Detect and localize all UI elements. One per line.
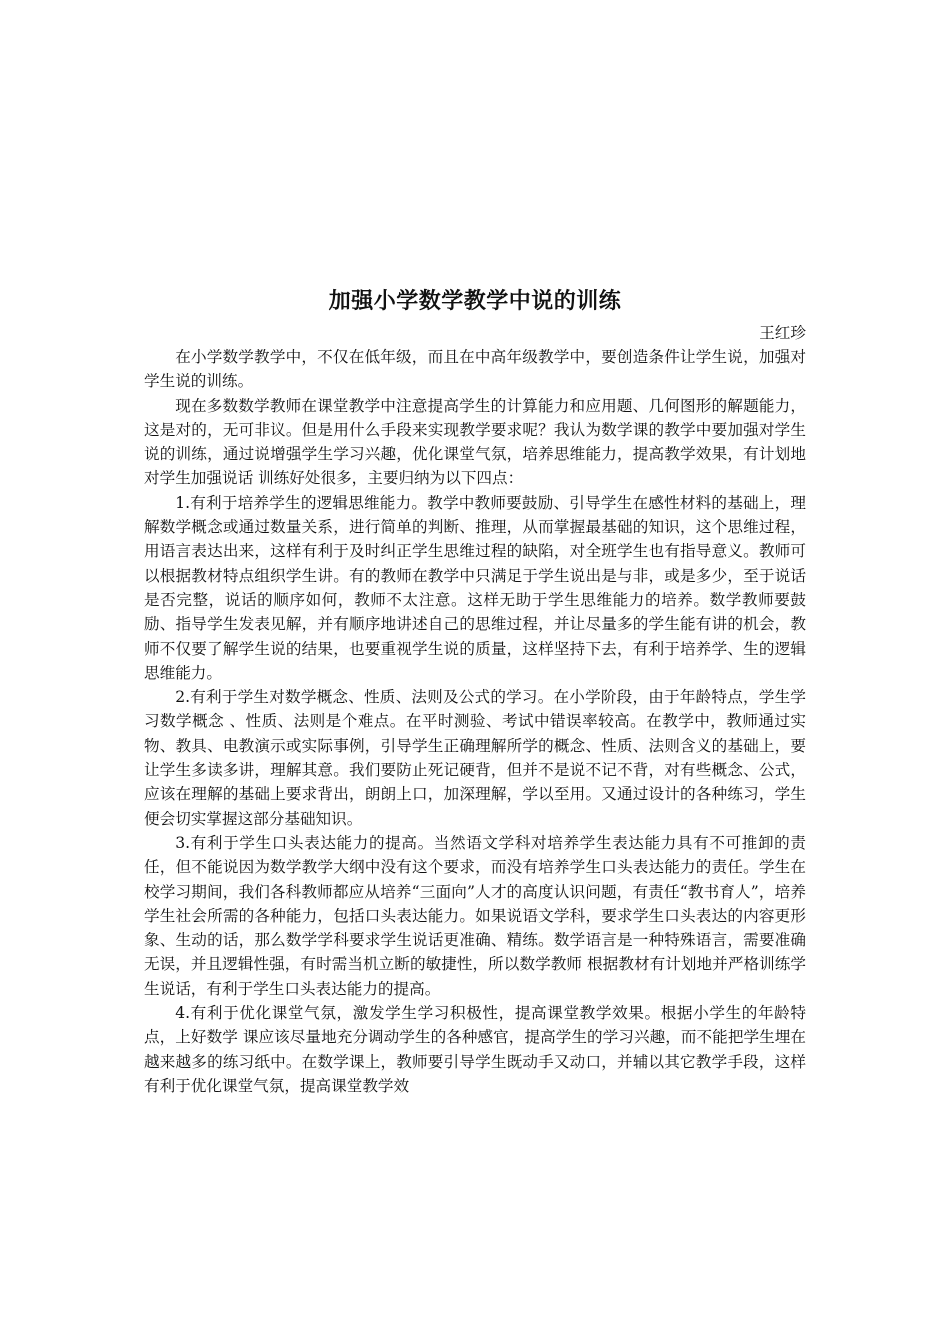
document-title: 加强小学数学教学中说的训练	[328, 288, 622, 314]
paragraph-overview: 现在多数数学教师在课堂教学中注意提高学生的计算能力和应用题、几何图形的解题能力，这是对的，无可非议。但是用什么手段来实现教学要求呢？我认为数学课的教学中要加强对学生说的训练，通过说增强学生学习兴趣，优化课堂气氛，培养思维能力，提高教学效果，有计划地对学生加强说话 训练好处很多，主要归纳为以下四点：	[144, 396, 806, 488]
paragraph-intro: 在小学数学教学中，不仅在低年级，而且在中高年级教学中，要创造条件让学生说，加强对学生说的训练。	[144, 348, 806, 391]
paragraph-point-1: 1.有利于培养学生的逻辑思维能力。教学中教师要鼓励、引导学生在感性材料的基础上，理解数学概念或通过数量关系，进行简单的判断、推理，从而掌握最基础的知识，这个思维过程，用语言表达出来，这样有利于及时纠正学生思维过程的缺陷，对全班学生也有指导意义。教师可以根据教材特点组织学生讲。有的教师在教学中只满足于学生说出是与非，或是多少，至于说话是否完整，说话的顺序如何，教师不太注意。这样无助于学生思维能力的培养。数学教师要鼓励、指导学生发表见解，并有顺序地讲述自己的思维过程，并让尽量多的学生能有讲的机会，教师不仅要了解学生说的结果，也要重视学生说的质量，这样坚持下去，有利于培养学、生的逻辑思维能力。	[144, 493, 806, 682]
document-body	[144, 283, 806, 1098]
paragraph-point-4: 4.有利于优化课堂气氛，激发学生学习积极性，提高课堂教学效果。根据小学生的年龄特点，上好数学 课应该尽量地充分调动学生的各种感官，提高学生的学习兴趣，而不能把学生埋在越来越多的练习纸中。在数学课上，教师要引导学生既动手又动口，并辅以其它教学手段，这样有利于优化课堂气氛，提高课堂教学效	[144, 1004, 806, 1095]
paragraph-point-2: 2.有利于学生对数学概念、性质、法则及公式的学习。在小学阶段，由于年龄特点，学生学习数学概念 、性质、法则是个难点。在平时测验、考试中错误率较高。在教学中，教师通过实物、教具、电教演示或实际事例，引导学生正确理解所学的概念、性质、法则含义的基础上，要让学生多读多讲，理解其意。我们要防止死记硬背，但并不是说不记不背，对有些概念、公式，应该在理解的基础上要求背出，朗朗上口，加深理解，学以至用。又通过设计的各种练习，学生便会切实掌握这部分基础知识。	[144, 688, 806, 828]
paragraph-point-3: 3.有利于学生口头表达能力的提高。当然语文学科对培养学生表达能力具有不可推卸的责任，但不能说因为数学教学大纲中没有这个要求，而没有培养学生口头表达能力的责任。学生在校学习期间，我们各科教师都应从培养“三面向”人才的高度认识问题，有责任“教书育人”，培养学生社会所需的各种能力，包括口头表达能力。如果说语文学科，要求学生口头表达的内容更形象、生动的话，那么数学学科要求学生说话更准确、精练。数学语言是一种特殊语言，需要准确无误，并且逻辑性强，有时需当机立断的敏捷性，所以数学教师 根据教材有计划地并严格训练学生说话，有利于学生口头表达能力的提高。	[144, 833, 806, 998]
author-name: 王红珍	[759, 324, 806, 342]
